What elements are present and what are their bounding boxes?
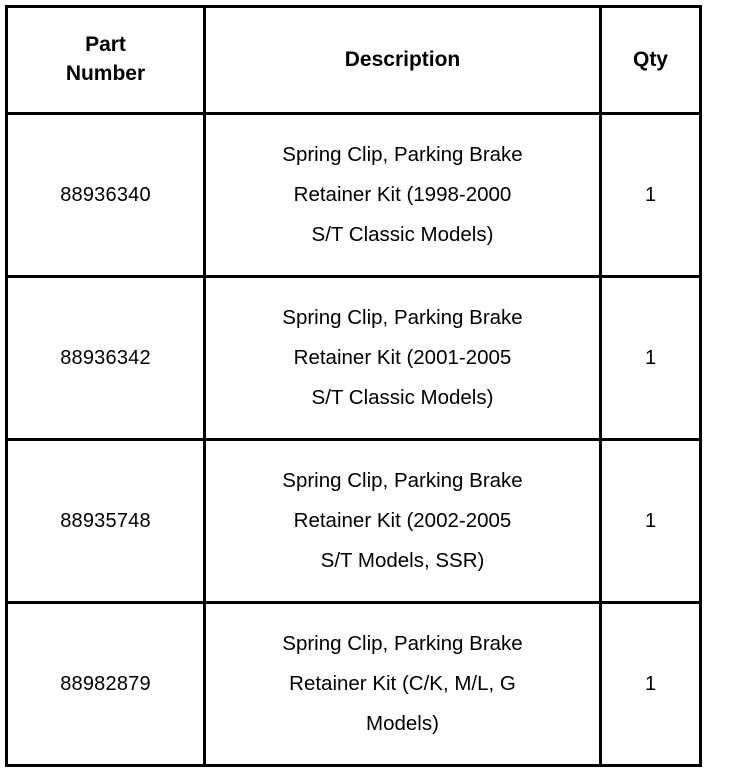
description-line: Retainer Kit (2002-2005 [293, 509, 512, 533]
description-line: Spring Clip, Parking Brake [282, 469, 523, 493]
table-body [7, 114, 701, 766]
column-header-part-number [7, 7, 205, 114]
table-row [7, 603, 701, 766]
column-header-qty: Qty [601, 7, 701, 114]
description-line: S/T Classic Models) [311, 385, 494, 409]
cell-description [205, 440, 601, 603]
column-header-part-number-line2: Number [65, 62, 146, 85]
description-line: S/T Classic Models) [311, 222, 494, 246]
cell-description [205, 114, 601, 277]
parts-table [5, 5, 702, 767]
cell-description [205, 277, 601, 440]
description-line: S/T Models, SSR) [320, 548, 485, 572]
description-line: Retainer Kit (C/K, M/L, G [289, 672, 516, 696]
cell-qty: 1 [601, 603, 701, 766]
cell-description [205, 603, 601, 766]
cell-qty: 1 [601, 114, 701, 277]
cell-part-number: 88936340 [7, 114, 205, 277]
description-line: Retainer Kit (1998-2000 [293, 183, 512, 207]
table-header [7, 7, 701, 114]
cell-qty: 1 [601, 440, 701, 603]
description-line: Models) [366, 711, 439, 735]
table-header-row [7, 7, 701, 114]
table-row [7, 440, 701, 603]
cell-part-number: 88935748 [7, 440, 205, 603]
cell-part-number: 88982879 [7, 603, 205, 766]
table-row [7, 114, 701, 277]
column-header-description: Description [205, 7, 601, 114]
cell-part-number: 88936342 [7, 277, 205, 440]
table-row [7, 277, 701, 440]
description-line: Spring Clip, Parking Brake [282, 306, 523, 330]
description-line: Spring Clip, Parking Brake [282, 632, 523, 656]
cell-qty: 1 [601, 277, 701, 440]
description-line: Spring Clip, Parking Brake [282, 143, 523, 167]
description-line: Retainer Kit (2001-2005 [293, 346, 512, 370]
column-header-part-number-line1: Part [85, 33, 126, 57]
